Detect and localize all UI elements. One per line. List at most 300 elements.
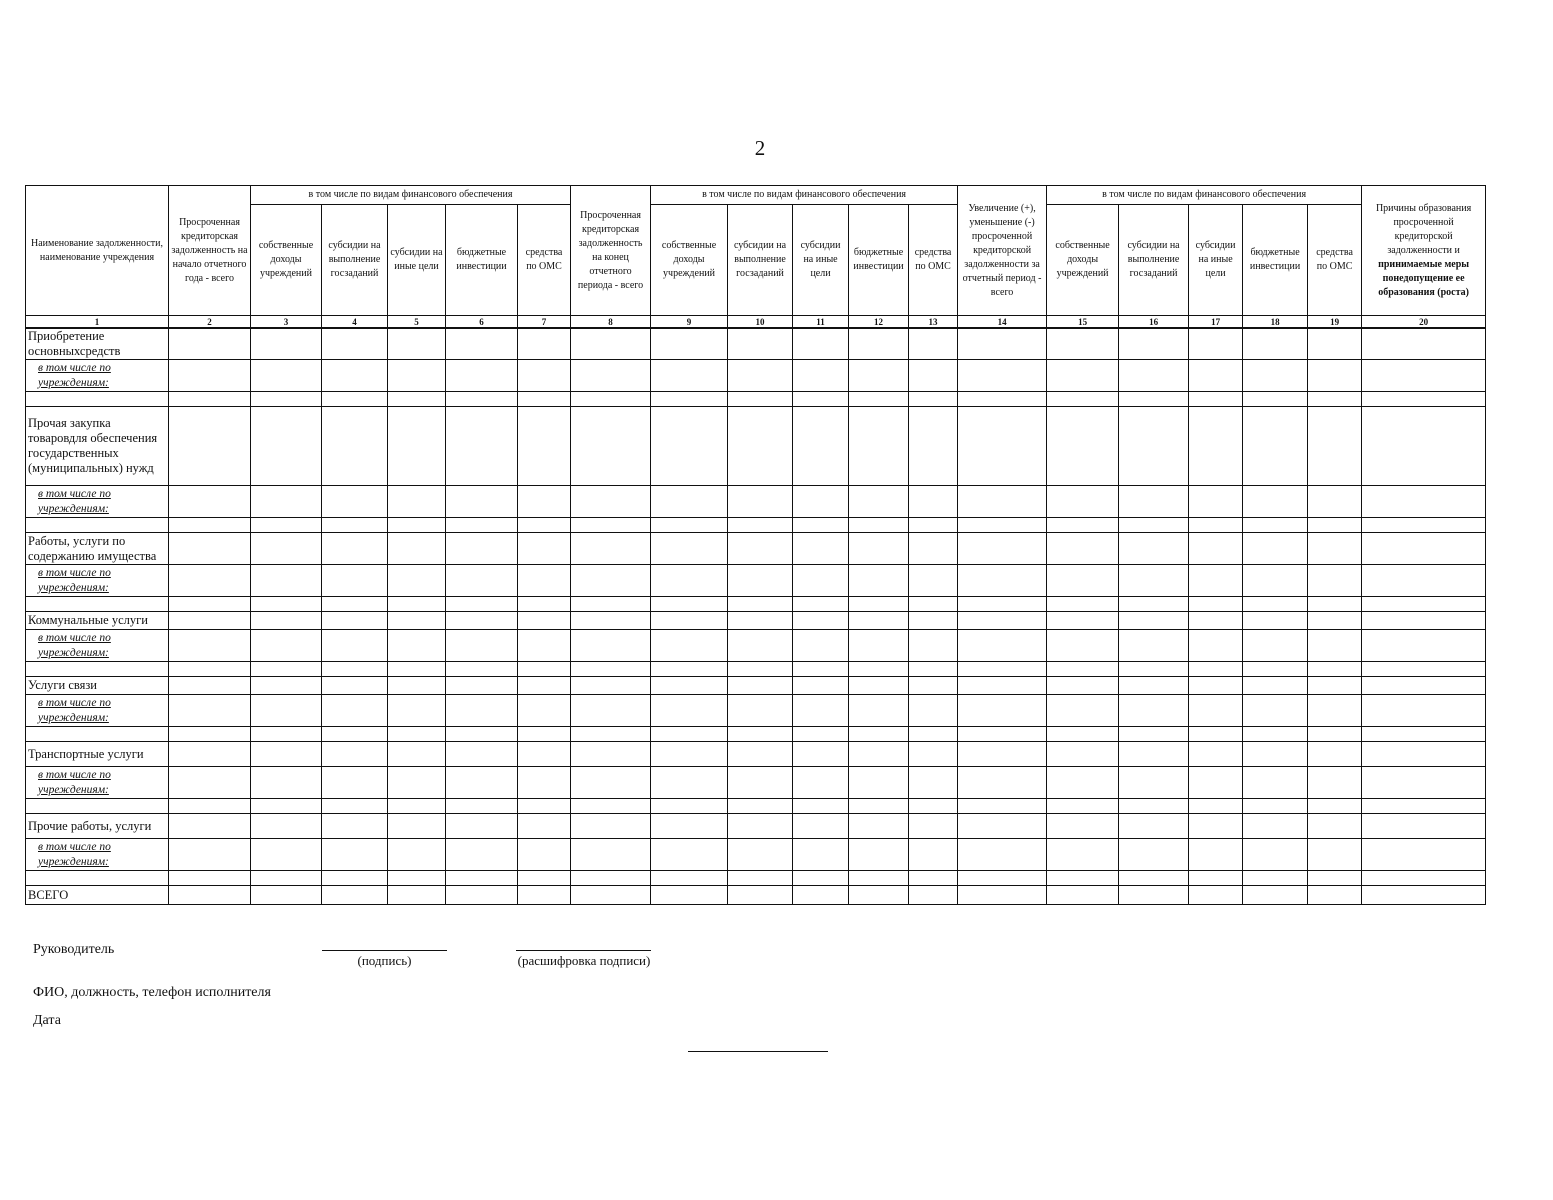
table-cell[interactable] xyxy=(518,814,571,839)
table-cell[interactable] xyxy=(909,662,958,677)
table-cell[interactable] xyxy=(1308,695,1362,727)
table-cell[interactable] xyxy=(518,565,571,597)
table-cell[interactable] xyxy=(446,533,518,565)
table-cell[interactable] xyxy=(1119,360,1189,392)
table-cell[interactable] xyxy=(1119,839,1189,871)
table-cell[interactable] xyxy=(251,486,322,518)
table-cell[interactable] xyxy=(169,677,251,695)
table-cell[interactable] xyxy=(909,518,958,533)
table-cell[interactable] xyxy=(728,565,793,597)
table-cell[interactable] xyxy=(518,533,571,565)
table-cell[interactable] xyxy=(1362,360,1486,392)
table-cell[interactable] xyxy=(169,630,251,662)
table-cell[interactable] xyxy=(1243,839,1308,871)
table-cell[interactable] xyxy=(849,407,909,486)
table-cell[interactable] xyxy=(169,799,251,814)
table-cell[interactable] xyxy=(958,799,1047,814)
table-cell[interactable] xyxy=(169,695,251,727)
table-cell[interactable] xyxy=(849,727,909,742)
table-cell[interactable] xyxy=(793,799,849,814)
table-cell[interactable] xyxy=(1189,799,1243,814)
table-cell[interactable] xyxy=(1243,767,1308,799)
table-cell[interactable] xyxy=(388,392,446,407)
table-cell[interactable] xyxy=(728,814,793,839)
table-cell[interactable] xyxy=(958,742,1047,767)
table-cell[interactable] xyxy=(1047,360,1119,392)
table-cell[interactable] xyxy=(1243,886,1308,905)
table-cell[interactable] xyxy=(446,328,518,360)
table-cell[interactable] xyxy=(518,886,571,905)
table-cell[interactable] xyxy=(169,328,251,360)
table-cell[interactable] xyxy=(169,839,251,871)
table-cell[interactable] xyxy=(518,597,571,612)
table-cell[interactable] xyxy=(958,328,1047,360)
table-cell[interactable] xyxy=(1189,742,1243,767)
table-cell[interactable] xyxy=(571,814,651,839)
table-cell[interactable] xyxy=(518,871,571,886)
table-cell[interactable] xyxy=(169,612,251,630)
table-cell[interactable] xyxy=(793,565,849,597)
table-cell[interactable] xyxy=(958,767,1047,799)
table-cell[interactable] xyxy=(251,814,322,839)
table-cell[interactable] xyxy=(518,727,571,742)
table-cell[interactable] xyxy=(518,662,571,677)
table-cell[interactable] xyxy=(169,407,251,486)
table-cell[interactable] xyxy=(388,767,446,799)
table-cell[interactable] xyxy=(849,662,909,677)
table-cell[interactable] xyxy=(1362,392,1486,407)
table-cell[interactable] xyxy=(1047,767,1119,799)
table-cell[interactable] xyxy=(1119,814,1189,839)
table-cell[interactable] xyxy=(1119,767,1189,799)
table-cell[interactable] xyxy=(793,486,849,518)
table-cell[interactable] xyxy=(958,695,1047,727)
table-cell[interactable] xyxy=(849,677,909,695)
table-cell[interactable] xyxy=(958,533,1047,565)
table-cell[interactable] xyxy=(728,630,793,662)
table-cell[interactable] xyxy=(793,360,849,392)
table-cell[interactable] xyxy=(651,767,728,799)
table-cell[interactable] xyxy=(728,597,793,612)
table-cell[interactable] xyxy=(169,518,251,533)
table-cell[interactable] xyxy=(958,597,1047,612)
table-cell[interactable] xyxy=(909,360,958,392)
table-cell[interactable] xyxy=(322,518,388,533)
table-cell[interactable] xyxy=(1047,742,1119,767)
table-cell[interactable] xyxy=(1308,533,1362,565)
table-cell[interactable] xyxy=(728,360,793,392)
table-cell[interactable] xyxy=(728,871,793,886)
table-cell[interactable] xyxy=(169,871,251,886)
table-cell[interactable] xyxy=(1047,565,1119,597)
table-cell[interactable] xyxy=(1189,677,1243,695)
table-cell[interactable] xyxy=(251,695,322,727)
table-cell[interactable] xyxy=(651,533,728,565)
table-cell[interactable] xyxy=(251,871,322,886)
table-cell[interactable] xyxy=(251,799,322,814)
table-cell[interactable] xyxy=(909,392,958,407)
table-cell[interactable] xyxy=(1119,886,1189,905)
table-cell[interactable] xyxy=(1243,871,1308,886)
table-cell[interactable] xyxy=(251,392,322,407)
table-cell[interactable] xyxy=(793,630,849,662)
table-cell[interactable] xyxy=(1362,677,1486,695)
table-cell[interactable] xyxy=(849,597,909,612)
table-cell[interactable] xyxy=(958,612,1047,630)
table-cell[interactable] xyxy=(251,767,322,799)
table-cell[interactable] xyxy=(909,407,958,486)
table-cell[interactable] xyxy=(651,886,728,905)
table-cell[interactable] xyxy=(1308,727,1362,742)
table-cell[interactable] xyxy=(446,518,518,533)
table-cell[interactable] xyxy=(251,533,322,565)
table-cell[interactable] xyxy=(909,727,958,742)
table-cell[interactable] xyxy=(571,518,651,533)
table-cell[interactable] xyxy=(958,630,1047,662)
table-cell[interactable] xyxy=(251,328,322,360)
table-cell[interactable] xyxy=(909,839,958,871)
table-cell[interactable] xyxy=(958,677,1047,695)
table-cell[interactable] xyxy=(446,677,518,695)
table-cell[interactable] xyxy=(793,871,849,886)
decode-line[interactable] xyxy=(516,950,651,951)
table-cell[interactable] xyxy=(571,360,651,392)
table-cell[interactable] xyxy=(651,597,728,612)
table-cell[interactable] xyxy=(1119,630,1189,662)
table-cell[interactable] xyxy=(1189,360,1243,392)
table-cell[interactable] xyxy=(251,677,322,695)
table-cell[interactable] xyxy=(1119,407,1189,486)
table-cell[interactable] xyxy=(849,612,909,630)
table-cell[interactable] xyxy=(909,486,958,518)
table-cell[interactable] xyxy=(1189,814,1243,839)
table-cell[interactable] xyxy=(909,597,958,612)
table-cell[interactable] xyxy=(849,392,909,407)
table-cell[interactable] xyxy=(388,871,446,886)
table-cell[interactable] xyxy=(518,742,571,767)
table-cell[interactable] xyxy=(322,695,388,727)
table-cell[interactable] xyxy=(728,677,793,695)
table-cell[interactable] xyxy=(446,695,518,727)
table-cell[interactable] xyxy=(251,839,322,871)
table-cell[interactable] xyxy=(1308,486,1362,518)
table-cell[interactable] xyxy=(1119,392,1189,407)
table-cell[interactable] xyxy=(571,392,651,407)
table-cell[interactable] xyxy=(849,695,909,727)
table-cell[interactable] xyxy=(446,486,518,518)
table-cell[interactable] xyxy=(1047,677,1119,695)
table-cell[interactable] xyxy=(251,597,322,612)
table-cell[interactable] xyxy=(1308,597,1362,612)
table-cell[interactable] xyxy=(909,328,958,360)
table-cell[interactable] xyxy=(1362,799,1486,814)
table-cell[interactable] xyxy=(388,814,446,839)
table-cell[interactable] xyxy=(446,630,518,662)
table-cell[interactable] xyxy=(1308,407,1362,486)
table-cell[interactable] xyxy=(1189,328,1243,360)
table-cell[interactable] xyxy=(571,742,651,767)
table-cell[interactable] xyxy=(793,695,849,727)
table-cell[interactable] xyxy=(1308,392,1362,407)
table-cell[interactable] xyxy=(1243,662,1308,677)
table-cell[interactable] xyxy=(571,662,651,677)
table-cell[interactable] xyxy=(571,328,651,360)
table-cell[interactable] xyxy=(1308,328,1362,360)
table-cell[interactable] xyxy=(1243,486,1308,518)
table-cell[interactable] xyxy=(728,886,793,905)
table-cell[interactable] xyxy=(1047,533,1119,565)
table-cell[interactable] xyxy=(571,677,651,695)
table-cell[interactable] xyxy=(1308,662,1362,677)
table-cell[interactable] xyxy=(651,727,728,742)
table-cell[interactable] xyxy=(849,886,909,905)
table-cell[interactable] xyxy=(518,799,571,814)
table-cell[interactable] xyxy=(1119,565,1189,597)
table-cell[interactable] xyxy=(1362,630,1486,662)
table-cell[interactable] xyxy=(909,630,958,662)
table-cell[interactable] xyxy=(1119,871,1189,886)
table-cell[interactable] xyxy=(1362,407,1486,486)
table-cell[interactable] xyxy=(1243,407,1308,486)
table-cell[interactable] xyxy=(1047,727,1119,742)
table-cell[interactable] xyxy=(849,565,909,597)
table-cell[interactable] xyxy=(651,677,728,695)
table-cell[interactable] xyxy=(651,630,728,662)
table-cell[interactable] xyxy=(1189,886,1243,905)
table-cell[interactable] xyxy=(1047,407,1119,486)
table-cell[interactable] xyxy=(518,486,571,518)
table-cell[interactable] xyxy=(1362,727,1486,742)
table-cell[interactable] xyxy=(909,695,958,727)
table-cell[interactable] xyxy=(849,799,909,814)
table-cell[interactable] xyxy=(251,886,322,905)
table-cell[interactable] xyxy=(1362,695,1486,727)
table-cell[interactable] xyxy=(322,839,388,871)
table-cell[interactable] xyxy=(518,407,571,486)
table-cell[interactable] xyxy=(1308,799,1362,814)
table-cell[interactable] xyxy=(1047,630,1119,662)
table-cell[interactable] xyxy=(958,871,1047,886)
table-cell[interactable] xyxy=(1308,814,1362,839)
table-cell[interactable] xyxy=(958,518,1047,533)
table-cell[interactable] xyxy=(793,814,849,839)
table-cell[interactable] xyxy=(446,407,518,486)
table-cell[interactable] xyxy=(1047,392,1119,407)
table-cell[interactable] xyxy=(518,392,571,407)
table-cell[interactable] xyxy=(518,328,571,360)
table-cell[interactable] xyxy=(958,486,1047,518)
table-cell[interactable] xyxy=(1189,486,1243,518)
table-cell[interactable] xyxy=(793,597,849,612)
table-cell[interactable] xyxy=(1362,742,1486,767)
table-cell[interactable] xyxy=(1119,597,1189,612)
table-cell[interactable] xyxy=(958,662,1047,677)
table-cell[interactable] xyxy=(1189,565,1243,597)
table-cell[interactable] xyxy=(322,871,388,886)
table-cell[interactable] xyxy=(169,360,251,392)
table-cell[interactable] xyxy=(793,742,849,767)
table-cell[interactable] xyxy=(1047,814,1119,839)
table-cell[interactable] xyxy=(388,630,446,662)
table-cell[interactable] xyxy=(1243,533,1308,565)
table-cell[interactable] xyxy=(388,742,446,767)
table-cell[interactable] xyxy=(651,565,728,597)
table-cell[interactable] xyxy=(446,597,518,612)
table-cell[interactable] xyxy=(1243,727,1308,742)
table-cell[interactable] xyxy=(728,533,793,565)
table-cell[interactable] xyxy=(728,695,793,727)
table-cell[interactable] xyxy=(849,871,909,886)
table-cell[interactable] xyxy=(571,767,651,799)
table-cell[interactable] xyxy=(849,486,909,518)
table-cell[interactable] xyxy=(446,871,518,886)
table-cell[interactable] xyxy=(1362,886,1486,905)
table-cell[interactable] xyxy=(388,662,446,677)
table-cell[interactable] xyxy=(909,677,958,695)
table-cell[interactable] xyxy=(793,612,849,630)
table-cell[interactable] xyxy=(518,767,571,799)
table-cell[interactable] xyxy=(909,533,958,565)
table-cell[interactable] xyxy=(571,597,651,612)
table-cell[interactable] xyxy=(849,767,909,799)
table-cell[interactable] xyxy=(251,742,322,767)
table-cell[interactable] xyxy=(909,886,958,905)
table-cell[interactable] xyxy=(388,328,446,360)
table-cell[interactable] xyxy=(1243,565,1308,597)
table-cell[interactable] xyxy=(518,839,571,871)
table-cell[interactable] xyxy=(1119,662,1189,677)
table-cell[interactable] xyxy=(793,727,849,742)
table-cell[interactable] xyxy=(1362,767,1486,799)
table-cell[interactable] xyxy=(322,630,388,662)
table-cell[interactable] xyxy=(1362,486,1486,518)
table-cell[interactable] xyxy=(1243,518,1308,533)
table-cell[interactable] xyxy=(1047,612,1119,630)
table-cell[interactable] xyxy=(322,612,388,630)
table-cell[interactable] xyxy=(322,662,388,677)
table-cell[interactable] xyxy=(322,407,388,486)
table-cell[interactable] xyxy=(322,677,388,695)
table-cell[interactable] xyxy=(169,392,251,407)
table-cell[interactable] xyxy=(1243,360,1308,392)
table-cell[interactable] xyxy=(1047,839,1119,871)
signature-line[interactable] xyxy=(322,950,447,951)
table-cell[interactable] xyxy=(169,767,251,799)
table-cell[interactable] xyxy=(388,677,446,695)
table-cell[interactable] xyxy=(958,565,1047,597)
table-cell[interactable] xyxy=(1243,328,1308,360)
table-cell[interactable] xyxy=(322,886,388,905)
table-cell[interactable] xyxy=(1243,392,1308,407)
table-cell[interactable] xyxy=(169,597,251,612)
table-cell[interactable] xyxy=(1243,742,1308,767)
table-cell[interactable] xyxy=(1362,328,1486,360)
table-cell[interactable] xyxy=(1189,662,1243,677)
table-cell[interactable] xyxy=(651,742,728,767)
table-cell[interactable] xyxy=(1047,662,1119,677)
table-cell[interactable] xyxy=(571,612,651,630)
table-cell[interactable] xyxy=(1362,612,1486,630)
table-cell[interactable] xyxy=(958,727,1047,742)
table-cell[interactable] xyxy=(1119,612,1189,630)
table-cell[interactable] xyxy=(793,407,849,486)
table-cell[interactable] xyxy=(388,886,446,905)
table-cell[interactable] xyxy=(849,814,909,839)
table-cell[interactable] xyxy=(909,565,958,597)
table-cell[interactable] xyxy=(728,742,793,767)
table-cell[interactable] xyxy=(728,662,793,677)
table-cell[interactable] xyxy=(651,871,728,886)
table-cell[interactable] xyxy=(1119,727,1189,742)
table-cell[interactable] xyxy=(169,814,251,839)
table-cell[interactable] xyxy=(446,612,518,630)
table-cell[interactable] xyxy=(1243,695,1308,727)
table-cell[interactable] xyxy=(1362,871,1486,886)
table-cell[interactable] xyxy=(251,565,322,597)
table-cell[interactable] xyxy=(1308,767,1362,799)
table-cell[interactable] xyxy=(322,533,388,565)
table-cell[interactable] xyxy=(849,360,909,392)
table-cell[interactable] xyxy=(1243,630,1308,662)
table-cell[interactable] xyxy=(388,612,446,630)
table-cell[interactable] xyxy=(958,839,1047,871)
table-cell[interactable] xyxy=(909,767,958,799)
table-cell[interactable] xyxy=(571,886,651,905)
table-cell[interactable] xyxy=(388,407,446,486)
table-cell[interactable] xyxy=(958,407,1047,486)
table-cell[interactable] xyxy=(322,486,388,518)
table-cell[interactable] xyxy=(958,392,1047,407)
table-cell[interactable] xyxy=(1119,518,1189,533)
table-cell[interactable] xyxy=(322,360,388,392)
table-cell[interactable] xyxy=(169,533,251,565)
table-cell[interactable] xyxy=(388,597,446,612)
table-cell[interactable] xyxy=(728,486,793,518)
table-cell[interactable] xyxy=(958,360,1047,392)
table-cell[interactable] xyxy=(322,565,388,597)
table-cell[interactable] xyxy=(571,630,651,662)
table-cell[interactable] xyxy=(849,839,909,871)
table-cell[interactable] xyxy=(251,662,322,677)
table-cell[interactable] xyxy=(651,839,728,871)
table-cell[interactable] xyxy=(388,518,446,533)
table-cell[interactable] xyxy=(446,662,518,677)
table-cell[interactable] xyxy=(518,695,571,727)
table-cell[interactable] xyxy=(849,328,909,360)
table-cell[interactable] xyxy=(571,533,651,565)
table-cell[interactable] xyxy=(1362,814,1486,839)
table-cell[interactable] xyxy=(1362,597,1486,612)
table-cell[interactable] xyxy=(1189,695,1243,727)
table-cell[interactable] xyxy=(388,799,446,814)
table-cell[interactable] xyxy=(1189,767,1243,799)
table-cell[interactable] xyxy=(1047,328,1119,360)
table-cell[interactable] xyxy=(322,767,388,799)
table-cell[interactable] xyxy=(322,328,388,360)
table-cell[interactable] xyxy=(1243,814,1308,839)
table-cell[interactable] xyxy=(1308,839,1362,871)
table-cell[interactable] xyxy=(909,871,958,886)
table-cell[interactable] xyxy=(251,727,322,742)
table-cell[interactable] xyxy=(793,767,849,799)
table-cell[interactable] xyxy=(1047,486,1119,518)
table-cell[interactable] xyxy=(169,662,251,677)
table-cell[interactable] xyxy=(169,486,251,518)
table-cell[interactable] xyxy=(1308,360,1362,392)
table-cell[interactable] xyxy=(1047,695,1119,727)
table-cell[interactable] xyxy=(518,360,571,392)
table-cell[interactable] xyxy=(446,727,518,742)
